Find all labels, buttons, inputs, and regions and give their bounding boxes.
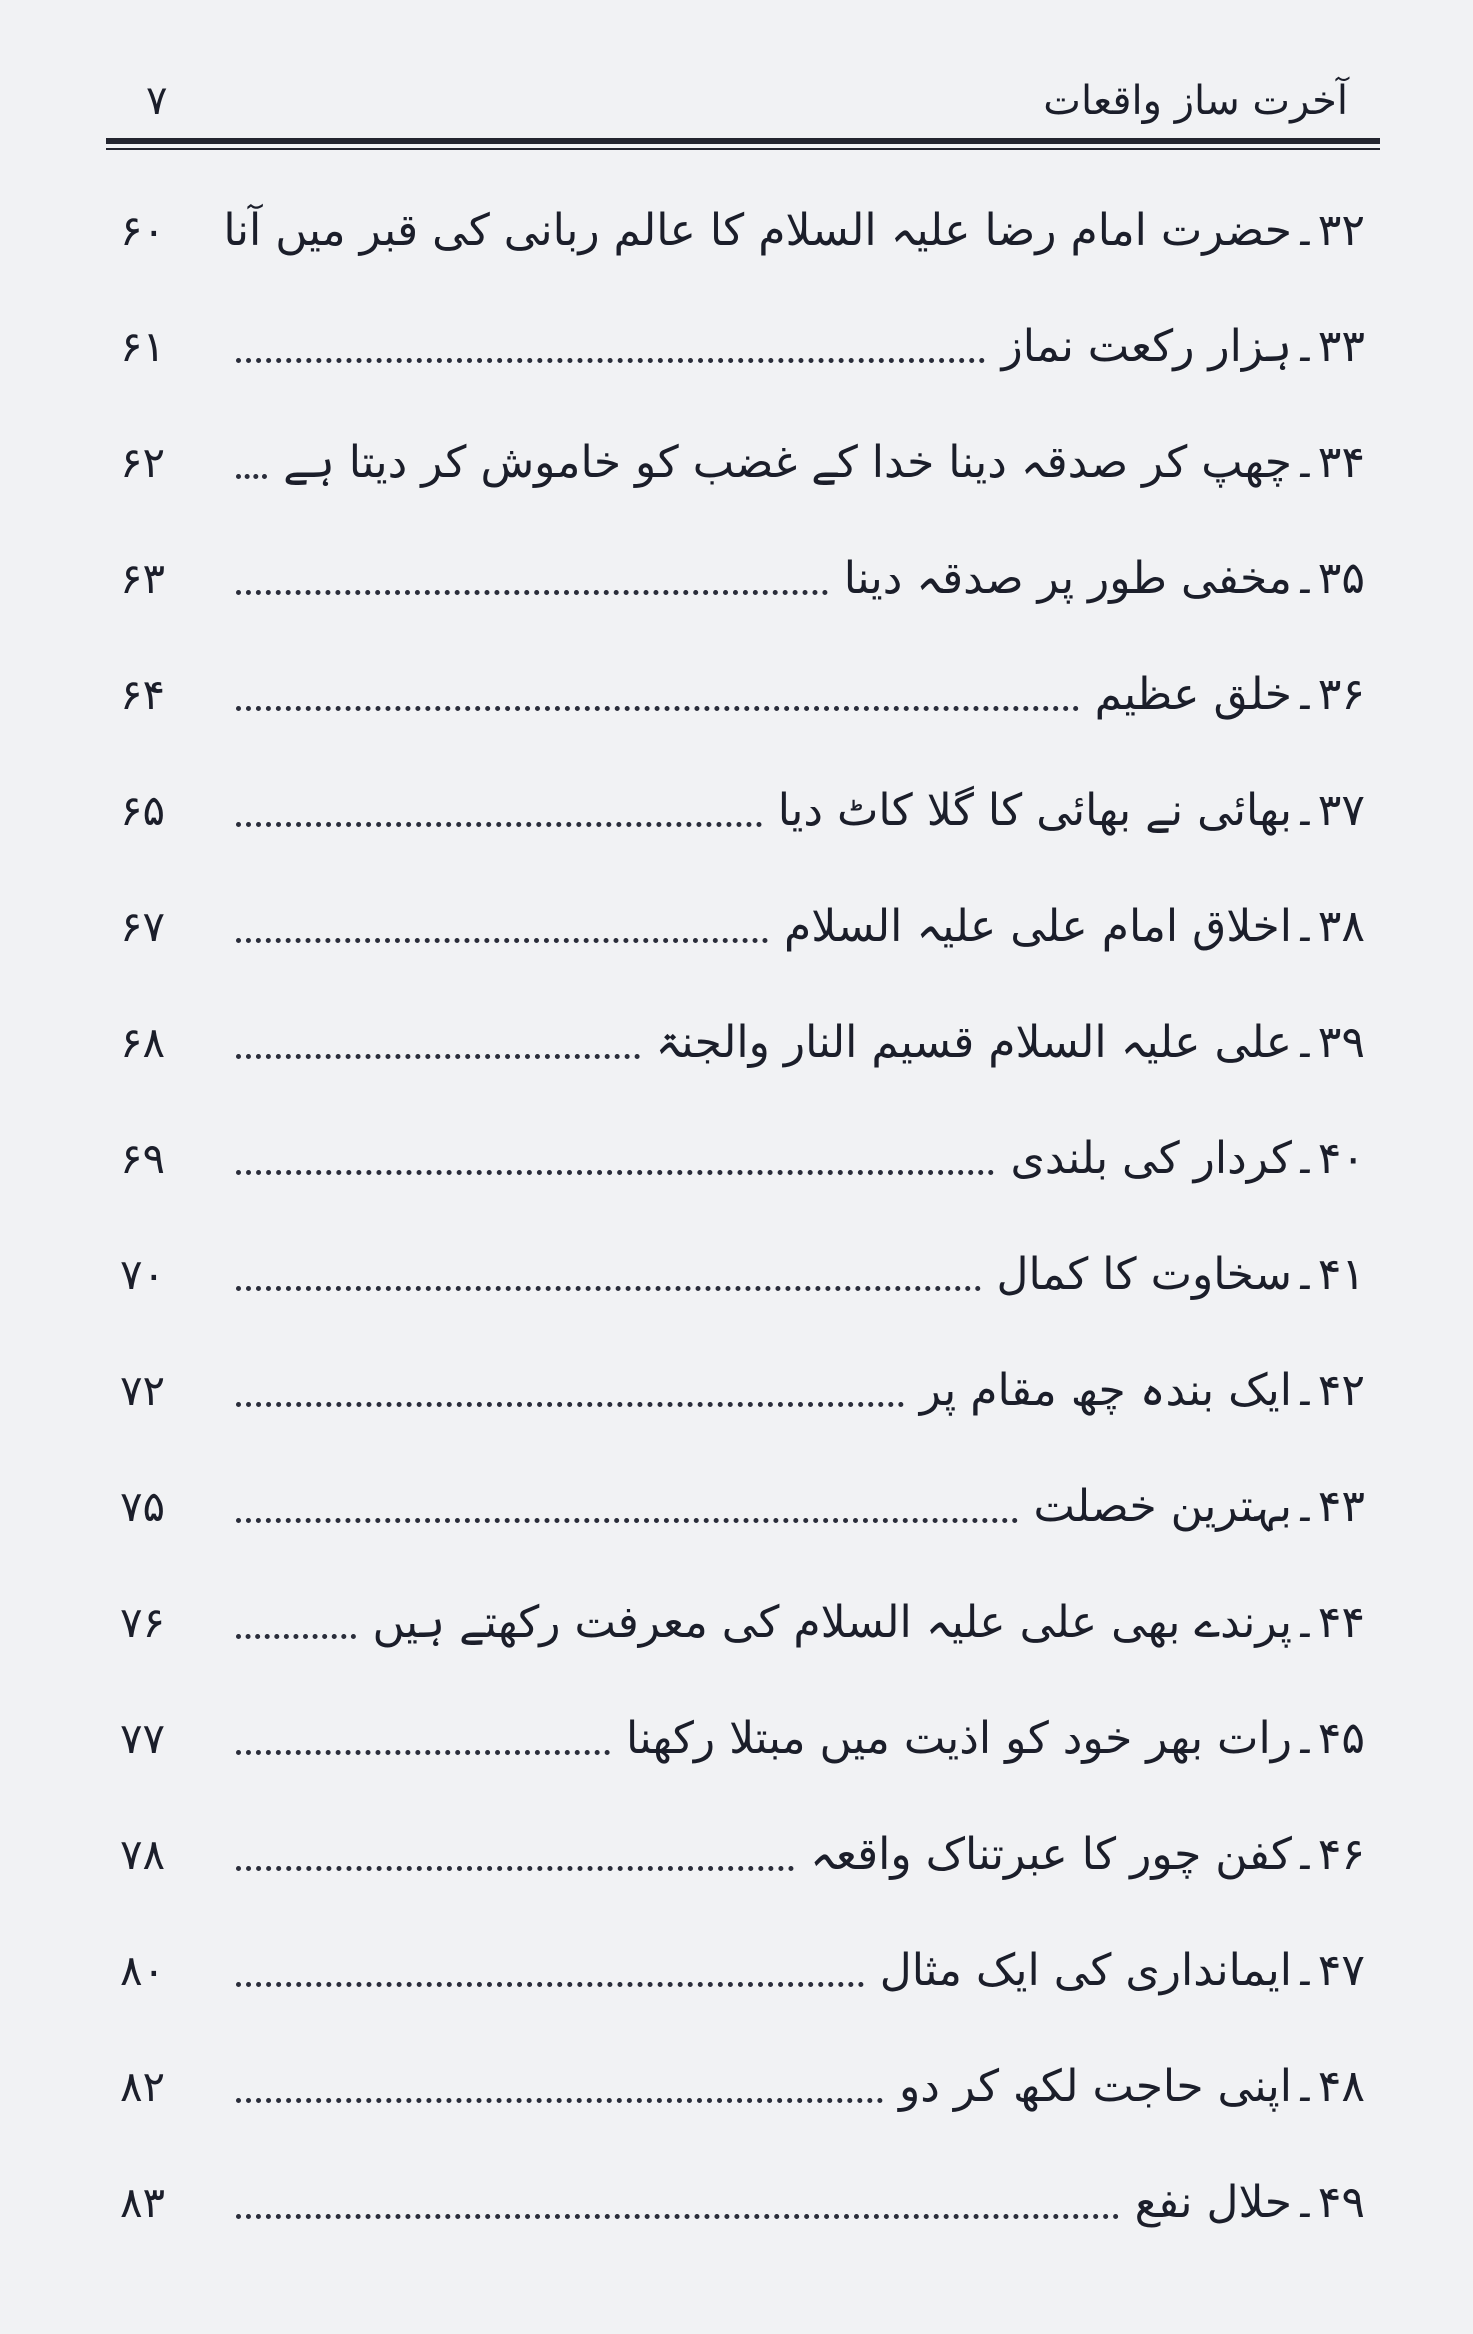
header-rule <box>106 138 1380 144</box>
dot-leader <box>236 474 267 479</box>
entry-number: ۴۶۔ <box>1291 1828 1365 1880</box>
entry-number: ۳۵۔ <box>1291 552 1365 604</box>
entry-title: بہترین خصلت <box>1033 1480 1292 1532</box>
entry-page-number: ۶۹ <box>120 1133 166 1183</box>
toc-entry <box>120 404 1365 520</box>
toc-entry <box>120 520 1365 636</box>
dot-leader <box>236 1518 1018 1523</box>
toc-entry <box>120 2028 1365 2144</box>
entry-title: رات بھر خود کو اذیت میں مبتلا رکھنا <box>626 1712 1292 1764</box>
toc-entry <box>120 1680 1365 1796</box>
entry-title: ایمانداری کی ایک مثال <box>879 1944 1292 1996</box>
toc-entry <box>120 1100 1365 1216</box>
entry-number: ۳۳۔ <box>1291 320 1365 372</box>
entry-title: ایک بندہ چھ مقام پر <box>919 1364 1292 1416</box>
toc-entry <box>120 1216 1365 1332</box>
entry-number: ۴۷۔ <box>1291 1944 1365 1996</box>
entry-number: ۴۳۔ <box>1291 1480 1365 1532</box>
entry-title: حضرت امام رضا علیہ السلام کا عالم ربانی کی قبر میں آنا <box>223 204 1292 256</box>
entry-title: مخفی طور پر صدقہ دینا <box>843 552 1292 604</box>
entry-page-number: ۷۵ <box>120 1481 166 1531</box>
entry-title: سخاوت کا کمال <box>996 1248 1292 1300</box>
toc-entry <box>120 2144 1365 2260</box>
dot-leader <box>236 938 768 943</box>
toc-entry <box>120 1448 1365 1564</box>
dot-leader <box>236 706 1079 711</box>
entry-number: ۳۴۔ <box>1291 436 1365 488</box>
dot-leader <box>236 1286 981 1291</box>
toc-entry <box>120 752 1365 868</box>
entry-page-number: ۷۰ <box>120 1249 166 1299</box>
entry-title: کردار کی بلندی <box>1010 1132 1292 1184</box>
entry-page-number: ۸۰ <box>120 1945 166 1995</box>
toc-entry <box>120 984 1365 1100</box>
entry-page-number: ۷۶ <box>120 1597 166 1647</box>
dot-leader <box>236 590 828 595</box>
entry-page-number: ۷۷ <box>120 1713 166 1763</box>
toc-entry <box>120 172 1365 288</box>
entry-number: ۴۵۔ <box>1291 1712 1365 1764</box>
entry-title: چھپ کر صدقہ دینا خدا کے غضب کو خاموش کر دیتا ہے <box>283 436 1292 488</box>
dot-leader <box>236 1634 356 1639</box>
entry-page-number: ۶۵ <box>120 785 166 835</box>
entry-number: ۴۰۔ <box>1291 1132 1365 1184</box>
entry-page-number: ۷۲ <box>120 1365 166 1415</box>
entry-page-number: ۷۸ <box>120 1829 166 1879</box>
entry-page-number: ۶۲ <box>120 437 166 487</box>
dot-leader <box>236 1982 864 1987</box>
header-rule-thin <box>106 148 1380 150</box>
entry-title: اخلاق امام علی علیہ السلام <box>783 900 1292 952</box>
entry-number: ۳۷۔ <box>1291 784 1365 836</box>
dot-leader <box>236 2098 883 2103</box>
dot-leader <box>236 1054 640 1059</box>
entry-page-number: ۶۰ <box>120 205 166 255</box>
entry-number: ۳۲۔ <box>1291 204 1365 256</box>
entry-title: کفن چور کا عبرتناک واقعہ <box>810 1828 1292 1880</box>
toc-entry <box>120 1912 1365 2028</box>
entry-page-number: ۸۳ <box>120 2177 166 2227</box>
toc-entry <box>120 636 1365 752</box>
entry-title: خلق عظیم <box>1094 668 1292 720</box>
entry-title: اپنی حاجت لکھ کر دو <box>899 2060 1292 2112</box>
entry-number: ۴۲۔ <box>1291 1364 1365 1416</box>
toc-entry <box>120 1796 1365 1912</box>
entry-number: ۳۸۔ <box>1291 900 1365 952</box>
entry-page-number: ۶۴ <box>120 669 166 719</box>
dot-leader <box>236 1866 794 1871</box>
page-number: ۷ <box>146 78 168 124</box>
entry-title: پرندے بھی علی علیہ السلام کی معرفت رکھتے ہیں <box>372 1596 1292 1648</box>
toc-entry <box>120 288 1365 404</box>
table-of-contents <box>120 172 1365 2260</box>
entry-number: ۴۸۔ <box>1291 2060 1365 2112</box>
entry-page-number: ۶۱ <box>120 321 166 371</box>
entry-page-number: ۸۲ <box>120 2061 166 2111</box>
page-header <box>108 78 1378 138</box>
entry-title: حلال نفع <box>1134 2176 1292 2228</box>
toc-entry <box>120 1332 1365 1448</box>
dot-leader <box>236 1750 610 1755</box>
entry-number: ۴۱۔ <box>1291 1248 1365 1300</box>
toc-entry <box>120 868 1365 984</box>
dot-leader <box>236 358 985 363</box>
entry-number: ۴۹۔ <box>1291 2176 1365 2228</box>
entry-page-number: ۶۳ <box>120 553 166 603</box>
entry-page-number: ۶۸ <box>120 1017 166 1067</box>
running-title: آخرت ساز واقعات <box>1043 78 1348 124</box>
entry-number: ۳۹۔ <box>1291 1016 1365 1068</box>
entry-title: بھائی نے بھائی کا گلا کاٹ دیا <box>777 784 1292 836</box>
entry-number: ۴۴۔ <box>1291 1596 1365 1648</box>
dot-leader <box>236 822 762 827</box>
dot-leader <box>236 2214 1119 2219</box>
entry-page-number: ۶۷ <box>120 901 166 951</box>
dot-leader <box>236 1402 904 1407</box>
entry-number: ۳۶۔ <box>1291 668 1365 720</box>
dot-leader <box>236 1170 994 1175</box>
entry-title: ہزار رکعت نماز <box>1001 320 1292 372</box>
toc-entry <box>120 1564 1365 1680</box>
entry-title: علی علیہ السلام قسیم النار والجنۃ <box>655 1016 1292 1068</box>
